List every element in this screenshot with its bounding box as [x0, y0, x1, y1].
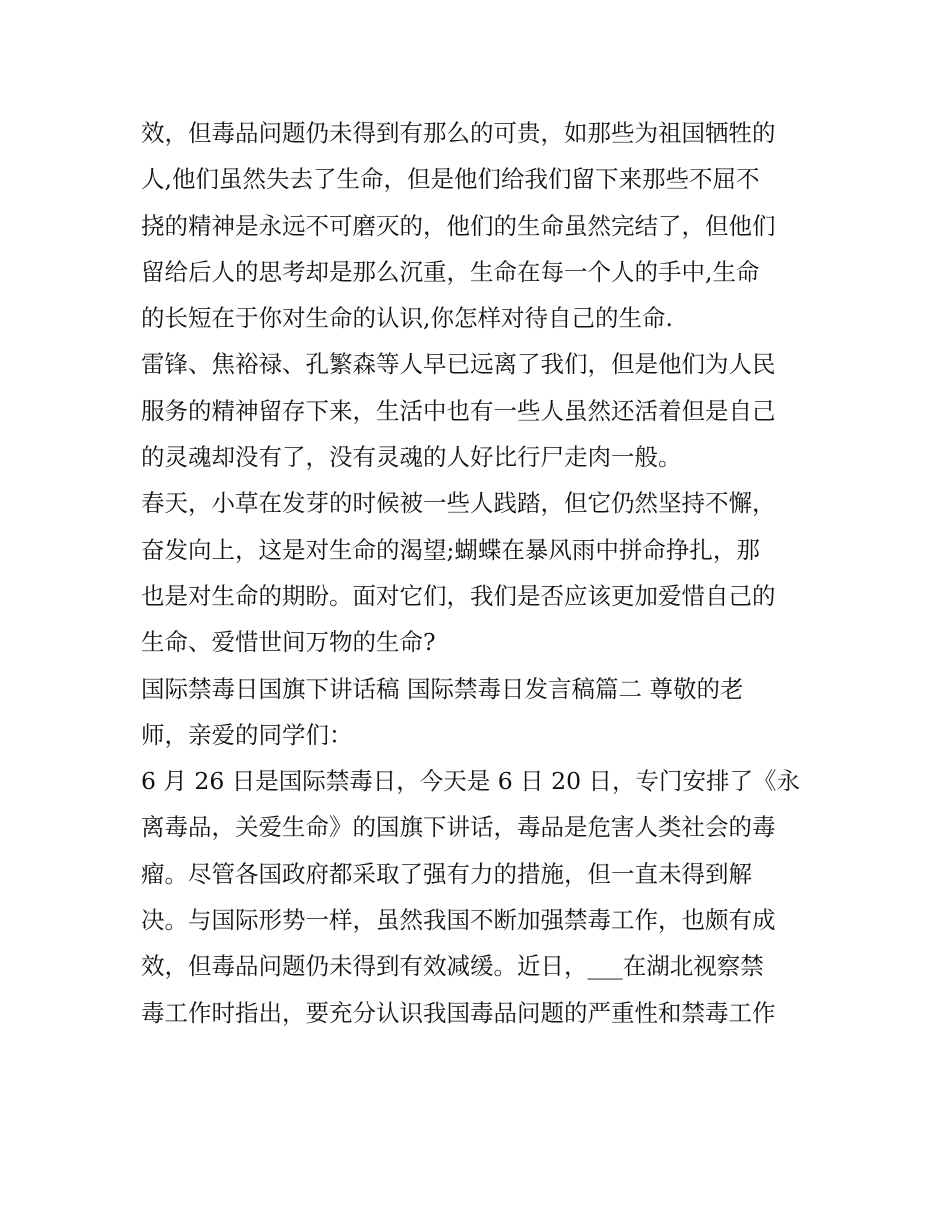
text-line: 效，但毒品问题仍未得到有那么的可贵，如那些为祖国牺牲的	[141, 119, 776, 147]
text-line: 奋发向上，这是对生命的渴望;蝴蝶在暴风雨中拼命挣扎，那	[141, 535, 760, 564]
text-line: 的长短在于你对生命的认识,你怎样对待自己的生命.	[141, 304, 673, 333]
text-line: 留给后人的思考却是那么沉重，生命在每一个人的手中,生命	[141, 257, 760, 286]
text-line: 国际禁毒日国旗下讲话稿 国际禁毒日发言稿篇二 尊敬的老	[141, 674, 744, 703]
text-line: 效，但毒品问题仍未得到有效减缓。近日，___在湖北视察禁	[141, 952, 764, 981]
text-line: 离毒品，关爱生命》的国旗下讲话，毒品是危害人类社会的毒	[141, 813, 776, 842]
text-line: 人,他们虽然失去了生命，但是他们给我们留下来那些不屈不	[141, 165, 760, 194]
text-line: 瘤。尽管各国政府都采取了强有力的措施，但一直未得到解	[141, 859, 752, 888]
document-body	[141, 110, 831, 1036]
text-line: 的灵魂却没有了，没有灵魂的人好比行尸走肉一般。	[141, 443, 682, 472]
text-line: 也是对生命的期盼。面对它们，我们是否应该更加爱惜自己的	[141, 581, 776, 610]
text-line: 挠的精神是永远不可磨灭的，他们的生命虽然完结了，但他们	[141, 211, 776, 240]
text-line: 春天，小草在发芽的时候被一些人践踏，但它仍然坚持不懈，	[141, 489, 776, 518]
text-line: 毒工作时指出，要充分认识我国毒品问题的严重性和禁毒工作	[141, 998, 776, 1027]
text-line: 生命、爱惜世间万物的生命?	[141, 628, 436, 657]
text-line: 6 月 26 日是国际禁毒日，今天是 6 日 20 日，专门安排了《永	[141, 767, 800, 796]
text-line: 雷锋、焦裕禄、孔繁森等人早已远离了我们，但是他们为人民	[141, 350, 776, 379]
text-line: 决。与国际形势一样，虽然我国不断加强禁毒工作，也颇有成	[141, 906, 776, 935]
text-line: 师，亲爱的同学们：	[141, 720, 353, 749]
text-line: 服务的精神留存下来，生活中也有一些人虽然还活着但是自己	[141, 396, 776, 425]
